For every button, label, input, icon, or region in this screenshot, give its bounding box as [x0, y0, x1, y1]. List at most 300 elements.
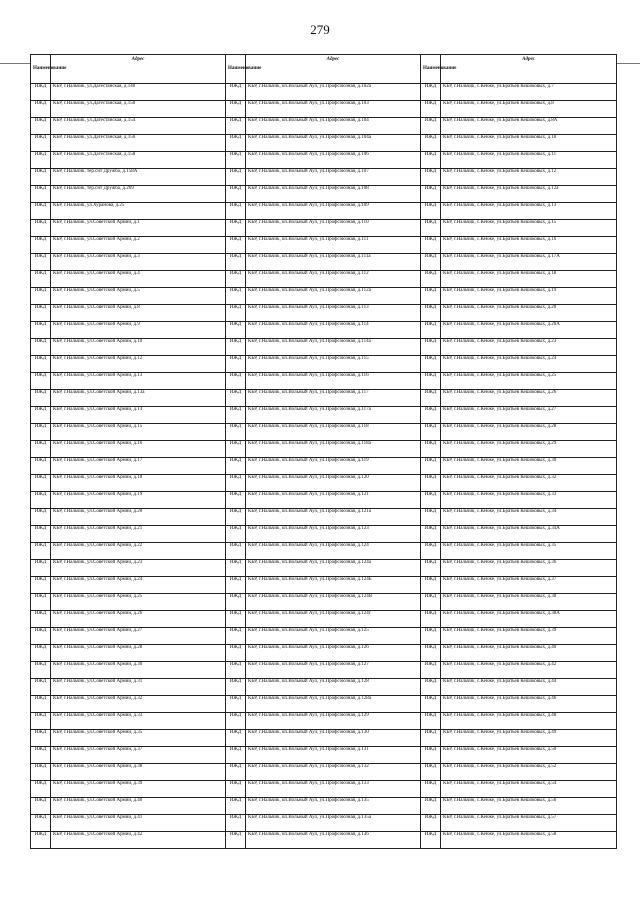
cell-type: ИЖД: [226, 339, 246, 356]
cell-address: КБР, г.Нальчик, кп.Вольный Аул, ул.Профсоюзная, д.109: [246, 203, 421, 220]
cell-address: КБР, г.Нальчик, с.Кенже, ул.Братьев Кешоковых, д.26: [441, 390, 617, 407]
cell-address: КБР, г.Нальчик, ул.Советской Армии, д.5: [51, 288, 226, 305]
cell-type: ИЖД: [31, 543, 51, 560]
cell-address: КБР, г.Нальчик, с.Кенже, ул.Братьев Кешоковых, д.30: [441, 458, 617, 475]
cell-type: ИЖД: [31, 322, 51, 339]
table-row: [31, 815, 617, 832]
cell-type: ИЖД: [421, 764, 441, 781]
cell-type: ИЖД: [421, 441, 441, 458]
cell-type: ИЖД: [421, 288, 441, 305]
cell-type: ИЖД: [31, 407, 51, 424]
cell-type: ИЖД: [226, 509, 246, 526]
cell-address: КБР, г.Нальчик, ул.Советской Армии, д.4: [51, 271, 226, 288]
cell-address: КБР, г.Нальчик, ул.Советской Армии, д.32: [51, 696, 226, 713]
cell-type: ИЖД: [421, 730, 441, 747]
cell-address: КБР, г.Нальчик, с.Кенже, ул.Братьев Кешоковых, д.12а: [441, 186, 617, 203]
cell-address: КБР, г.Нальчик, с.Кенже, ул.Братьев Кешоковых, д.54: [441, 781, 617, 798]
cell-type: ИЖД: [421, 135, 441, 152]
cell-address: КБР, г.Нальчик, ул.Хуранова, д.25: [51, 203, 226, 220]
cell-type: ИЖД: [226, 356, 246, 373]
cell-address: КБР, г.Нальчик, с.Кенже, ул.Братьев Кешоковых, д.20: [441, 305, 617, 322]
cell-address: КБР, г.Нальчик, с.Кенже, ул.Братьев Кешоковых, д.15: [441, 220, 617, 237]
cell-address: КБР, г.Нальчик, ул.Советской Армии, д.2: [51, 237, 226, 254]
cell-address: КБР, г.Нальчик, ул.Советской Армии, д.3: [51, 254, 226, 271]
cell-type: ИЖД: [31, 764, 51, 781]
cell-address: КБР, г.Нальчик, кп.Вольный Аул, ул.Профсоюзная, д.108: [246, 186, 421, 203]
table-row: [31, 611, 617, 628]
cell-address: КБР, г.Нальчик, кп.Вольный Аул, ул.Профсоюзная, д.132: [246, 764, 421, 781]
cell-type: ИЖД: [31, 101, 51, 118]
cell-address: КБР, г.Нальчик, кп.Вольный Аул, ул.Профсоюзная, д.127: [246, 662, 421, 679]
cell-type: ИЖД: [226, 815, 246, 832]
cell-type: ИЖД: [31, 696, 51, 713]
cell-type: ИЖД: [226, 747, 246, 764]
cell-address: КБР, г.Нальчик, кп.Вольный Аул, ул.Профсоюзная, д.116: [246, 373, 421, 390]
header-type-2: Наименование: [226, 55, 246, 84]
cell-address: КБР, г.Нальчик, с.Кенже, ул.Братьев Кешоковых, д.20А: [441, 322, 617, 339]
cell-address: КБР, г.Нальчик, ул.Советской Армии, д.9: [51, 322, 226, 339]
cell-type: ИЖД: [421, 390, 441, 407]
cell-address: КБР, г.Нальчик, ул.Советской Армии, д.14: [51, 407, 226, 424]
table-row: [31, 441, 617, 458]
cell-address: КБР, г.Нальчик, ул.Советской Армии, д.15: [51, 424, 226, 441]
cell-address: КБР, г.Нальчик, с.Кенже, ул.Братьев Кешоковых, д.57: [441, 815, 617, 832]
cell-type: ИЖД: [226, 390, 246, 407]
scan-artifact-left: [0, 63, 30, 64]
cell-address: КБР, г.Нальчик, ул.Советской Армии, д.23: [51, 560, 226, 577]
cell-type: ИЖД: [421, 696, 441, 713]
cell-type: ИЖД: [226, 628, 246, 645]
cell-type: ИЖД: [421, 118, 441, 135]
address-table: [30, 54, 617, 849]
table-row: [31, 492, 617, 509]
cell-address: КБР, г.Нальчик, с.Кенже, ул.Братьев Кешоковых, д.40: [441, 645, 617, 662]
cell-address: КБР, г.Нальчик, кп.Вольный Аул, ул.Профсоюзная, д.125: [246, 628, 421, 645]
cell-type: ИЖД: [421, 271, 441, 288]
cell-type: ИЖД: [421, 424, 441, 441]
cell-address: КБР, г.Нальчик, с.Кенже, ул.Братьев Кешоковых, д.42: [441, 662, 617, 679]
table-row: [31, 237, 617, 254]
table-row: [31, 594, 617, 611]
cell-type: ИЖД: [31, 169, 51, 186]
cell-address: КБР, г.Нальчик, с.Кенже, ул.Братьев Кешоковых, д.27: [441, 407, 617, 424]
cell-type: ИЖД: [226, 271, 246, 288]
cell-address: КБР, г.Нальчик, кп.Вольный Аул, ул.Профсоюзная, д.121а: [246, 509, 421, 526]
cell-type: ИЖД: [226, 611, 246, 628]
cell-type: ИЖД: [226, 203, 246, 220]
cell-type: ИЖД: [421, 373, 441, 390]
cell-type: ИЖД: [31, 288, 51, 305]
cell-type: ИЖД: [421, 781, 441, 798]
table-row: [31, 713, 617, 730]
cell-type: ИЖД: [31, 305, 51, 322]
table-row: [31, 509, 617, 526]
cell-type: ИЖД: [226, 118, 246, 135]
cell-type: ИЖД: [421, 543, 441, 560]
cell-type: ИЖД: [421, 254, 441, 271]
cell-address: КБР, г.Нальчик, с.Кенже, ул.Братьев Кешоковых, д.28: [441, 424, 617, 441]
cell-type: ИЖД: [421, 747, 441, 764]
cell-address: КБР, г.Нальчик, кп.Вольный Аул, ул.Профсоюзная, д.106: [246, 152, 421, 169]
cell-type: ИЖД: [31, 747, 51, 764]
header-type-1: Наименование: [31, 55, 51, 84]
cell-address: КБР, г.Нальчик, ул.Советской Армии, д.28: [51, 645, 226, 662]
cell-address: КБР, г.Нальчик, кп.Вольный Аул, ул.Профсоюзная, д.136: [246, 832, 421, 849]
cell-address: КБР, г.Нальчик, кп.Вольный Аул, ул.Профсоюзная, д.118: [246, 424, 421, 441]
cell-address: КБР, г.Нальчик, ул.Советской Армии, д.37: [51, 747, 226, 764]
cell-address: КБР, г.Нальчик, кп.Вольный Аул, ул.Профсоюзная, д.111: [246, 237, 421, 254]
cell-address: КБР, г.Нальчик, с.Кенже, ул.Братьев Кешоковых, д.32: [441, 475, 617, 492]
cell-type: ИЖД: [226, 475, 246, 492]
cell-type: ИЖД: [31, 679, 51, 696]
cell-address: КБР, г.Нальчик, с.Кенже, ул.Братьев Кешоковых, д.38: [441, 594, 617, 611]
cell-type: ИЖД: [226, 441, 246, 458]
cell-type: ИЖД: [226, 781, 246, 798]
cell-address: КБР, г.Нальчик, с.Кенже, ул.Братьев Кешоковых, д.25: [441, 373, 617, 390]
cell-type: ИЖД: [421, 662, 441, 679]
table-row: [31, 730, 617, 747]
cell-address: КБР, г.Нальчик, кп.Вольный Аул, ул.Профсоюзная, д.133: [246, 781, 421, 798]
cell-address: КБР, г.Нальчик, кп.Вольный Аул, ул.Профсоюзная, д.114а: [246, 339, 421, 356]
table-row: [31, 254, 617, 271]
cell-type: ИЖД: [31, 560, 51, 577]
header-address-2: Адрес: [246, 55, 421, 84]
cell-type: ИЖД: [226, 84, 246, 101]
cell-type: ИЖД: [226, 152, 246, 169]
cell-type: ИЖД: [31, 509, 51, 526]
cell-address: КБР, г.Нальчик, с.Кенже, ул.Братьев Кешоковых, д.33: [441, 492, 617, 509]
cell-type: ИЖД: [31, 390, 51, 407]
cell-type: ИЖД: [226, 577, 246, 594]
cell-type: ИЖД: [226, 492, 246, 509]
table-row: [31, 322, 617, 339]
cell-address: КБР, г.Нальчик, ул.Советской Армии, д.17: [51, 458, 226, 475]
cell-type: ИЖД: [31, 798, 51, 815]
table-body: [31, 84, 617, 849]
cell-type: ИЖД: [31, 441, 51, 458]
cell-type: ИЖД: [31, 492, 51, 509]
cell-type: ИЖД: [31, 203, 51, 220]
cell-type: ИЖД: [421, 594, 441, 611]
cell-type: ИЖД: [31, 152, 51, 169]
cell-address: КБР, г.Нальчик, с.Кенже, ул.Братьев Кешоковых, д.34А: [441, 526, 617, 543]
cell-type: ИЖД: [226, 322, 246, 339]
cell-address: КБР, г.Нальчик, с.Кенже, ул.Братьев Кешоковых, д.49: [441, 730, 617, 747]
cell-address: КБР, г.Нальчик, с.Кенже, ул.Братьев Кешоковых, д.36: [441, 560, 617, 577]
cell-type: ИЖД: [421, 84, 441, 101]
table-row: [31, 645, 617, 662]
cell-address: КБР, г.Нальчик, кп.Вольный Аул, ул.Профсоюзная, д.124а: [246, 560, 421, 577]
cell-type: ИЖД: [31, 186, 51, 203]
cell-type: ИЖД: [421, 356, 441, 373]
cell-address: КБР, г.Нальчик, ул.Советской Армии, д.22: [51, 543, 226, 560]
table-row: [31, 84, 617, 101]
table-row: [31, 203, 617, 220]
cell-address: КБР, г.Нальчик, с.Кенже, ул.Братьев Кешоковых, д.17А: [441, 254, 617, 271]
cell-type: ИЖД: [31, 84, 51, 101]
cell-type: ИЖД: [421, 305, 441, 322]
cell-address: КБР, г.Нальчик, кп.Вольный Аул, ул.Профсоюзная, д.104а: [246, 135, 421, 152]
table-row: [31, 424, 617, 441]
cell-type: ИЖД: [31, 628, 51, 645]
cell-type: ИЖД: [226, 696, 246, 713]
cell-type: ИЖД: [226, 135, 246, 152]
table-row: [31, 475, 617, 492]
table-row: [31, 118, 617, 135]
cell-address: КБР, г.Нальчик, кп.Вольный Аул, ул.Профсоюзная, д.128а: [246, 696, 421, 713]
table-row: [31, 458, 617, 475]
table-row: [31, 764, 617, 781]
cell-type: ИЖД: [226, 186, 246, 203]
cell-type: ИЖД: [31, 458, 51, 475]
cell-type: ИЖД: [226, 594, 246, 611]
cell-type: ИЖД: [421, 475, 441, 492]
cell-type: ИЖД: [31, 526, 51, 543]
cell-address: КБР, г.Нальчик, с.Кенже, ул.Братьев Кешоковых, д.12: [441, 169, 617, 186]
cell-address: КБР, г.Нальчик, ул.Советской Армии, д.16: [51, 441, 226, 458]
cell-type: ИЖД: [421, 611, 441, 628]
cell-address: КБР, г.Нальчик, кп.Вольный Аул, ул.Профсоюзная, д.120: [246, 475, 421, 492]
table-row: [31, 526, 617, 543]
cell-address: КБР, г.Нальчик, с.Кенже, ул.Братьев Кешоковых, д.11: [441, 152, 617, 169]
table-row: [31, 798, 617, 815]
cell-address: КБР, г.Нальчик, ул.Советской Армии, д.27: [51, 628, 226, 645]
cell-address: КБР, г.Нальчик, кп.Вольный Аул, ул.Профсоюзная, д.112а: [246, 288, 421, 305]
cell-address: КБР, г.Нальчик, кп.Вольный Аул, ул.Профсоюзная, д.115: [246, 356, 421, 373]
cell-address: КБР, г.Нальчик, ул.Советской Армии, д.21: [51, 526, 226, 543]
table-row: [31, 543, 617, 560]
cell-type: ИЖД: [421, 526, 441, 543]
cell-address: КБР, г.Нальчик, ул.Советской Армии, д.39: [51, 781, 226, 798]
cell-address: КБР, г.Нальчик, ул.Дагестанская, д.158: [51, 152, 226, 169]
table-row: [31, 101, 617, 118]
cell-type: ИЖД: [31, 271, 51, 288]
cell-address: КБР, г.Нальчик, с.Кенже, ул.Братьев Кешоковых, д.35: [441, 543, 617, 560]
cell-address: КБР, г.Нальчик, ул.Советской Армии, д.24: [51, 577, 226, 594]
table-row: [31, 407, 617, 424]
cell-address: КБР, г.Нальчик, ул.Дагестанская, д.156: [51, 135, 226, 152]
cell-type: ИЖД: [226, 764, 246, 781]
cell-address: КБР, г.Нальчик, кп.Вольный Аул, ул.Профсоюзная, д.128: [246, 679, 421, 696]
table-row: [31, 339, 617, 356]
cell-address: КБР, г.Нальчик, кп.Вольный Аул, ул.Профсоюзная, д.123: [246, 526, 421, 543]
table-row: [31, 288, 617, 305]
cell-address: КБР, г.Нальчик, с.Кенже, ул.Братьев Кешоковых, д.24: [441, 356, 617, 373]
cell-type: ИЖД: [31, 237, 51, 254]
cell-type: ИЖД: [421, 237, 441, 254]
cell-type: ИЖД: [421, 577, 441, 594]
table-header-row: [31, 55, 617, 84]
cell-type: ИЖД: [226, 713, 246, 730]
cell-address: КБР, г.Нальчик, кп.Вольный Аул, ул.Профсоюзная, д.107: [246, 169, 421, 186]
cell-type: ИЖД: [226, 305, 246, 322]
cell-address: КБР, г.Нальчик, ул.Советской Армии, д.38: [51, 764, 226, 781]
cell-type: ИЖД: [226, 679, 246, 696]
cell-address: КБР, г.Нальчик, ул.Советской Армии, д.10: [51, 339, 226, 356]
page-number: 279: [310, 22, 330, 37]
cell-type: ИЖД: [31, 254, 51, 271]
cell-address: КБР, г.Нальчик, кп.Вольный Аул, ул.Профсоюзная, д.124г: [246, 611, 421, 628]
cell-type: ИЖД: [421, 186, 441, 203]
table-row: [31, 271, 617, 288]
cell-address: КБР, г.Нальчик, тер.снт Дружба, д.269: [51, 186, 226, 203]
cell-address: КБР, г.Нальчик, кп.Вольный Аул, ул.Профсоюзная, д.113: [246, 305, 421, 322]
table-row: [31, 356, 617, 373]
cell-type: ИЖД: [226, 169, 246, 186]
cell-type: ИЖД: [421, 798, 441, 815]
cell-type: ИЖД: [421, 169, 441, 186]
cell-type: ИЖД: [421, 832, 441, 849]
cell-type: ИЖД: [31, 832, 51, 849]
cell-type: ИЖД: [31, 475, 51, 492]
cell-address: КБР, г.Нальчик, ул.Дагестанская, д.154: [51, 118, 226, 135]
cell-address: КБР, г.Нальчик, с.Кенже, ул.Братьев Кешоковых, д.52: [441, 764, 617, 781]
cell-type: ИЖД: [31, 815, 51, 832]
cell-type: ИЖД: [226, 645, 246, 662]
cell-address: КБР, г.Нальчик, ул.Советской Армии, д.40: [51, 798, 226, 815]
cell-address: КБР, г.Нальчик, ул.Советской Армии, д.41: [51, 815, 226, 832]
table-row: [31, 373, 617, 390]
cell-type: ИЖД: [226, 220, 246, 237]
cell-type: ИЖД: [31, 339, 51, 356]
header-address-1: Адрес: [51, 55, 226, 84]
cell-address: КБР, г.Нальчик, кп.Вольный Аул, ул.Профсоюзная, д.110: [246, 220, 421, 237]
cell-address: КБР, г.Нальчик, кп.Вольный Аул, ул.Профсоюзная, д.102а: [246, 84, 421, 101]
table-row: [31, 186, 617, 203]
cell-address: КБР, г.Нальчик, ул.Советской Армии, д.20: [51, 509, 226, 526]
cell-address: КБР, г.Нальчик, с.Кенже, ул.Братьев Кешоковых, д.38А: [441, 611, 617, 628]
cell-type: ИЖД: [31, 118, 51, 135]
header-address-3: Адрес: [441, 55, 617, 84]
cell-type: ИЖД: [226, 237, 246, 254]
table-row: [31, 152, 617, 169]
cell-address: КБР, г.Нальчик, тер.снт Дружба, д.158А: [51, 169, 226, 186]
cell-address: КБР, г.Нальчик, ул.Советской Армии, д.35: [51, 730, 226, 747]
cell-type: ИЖД: [226, 288, 246, 305]
cell-address: КБР, г.Нальчик, ул.Советской Армии, д.12: [51, 356, 226, 373]
cell-address: КБР, г.Нальчик, кп.Вольный Аул, ул.Профсоюзная, д.117а: [246, 407, 421, 424]
cell-address: КБР, г.Нальчик, ул.Советской Армии, д.31: [51, 679, 226, 696]
table-row: [31, 696, 617, 713]
cell-type: ИЖД: [421, 645, 441, 662]
cell-address: КБР, г.Нальчик, кп.Вольный Аул, ул.Профсоюзная, д.119: [246, 458, 421, 475]
cell-type: ИЖД: [31, 577, 51, 594]
cell-type: ИЖД: [226, 662, 246, 679]
cell-address: КБР, г.Нальчик, ул.Советской Армии, д.8: [51, 305, 226, 322]
cell-type: ИЖД: [226, 832, 246, 849]
cell-address: КБР, г.Нальчик, ул.Советской Армии, д.33: [51, 713, 226, 730]
cell-address: КБР, г.Нальчик, с.Кенже, ул.Братьев Кешоковых, д.37: [441, 577, 617, 594]
cell-type: ИЖД: [421, 713, 441, 730]
cell-type: ИЖД: [31, 594, 51, 611]
cell-address: КБР, г.Нальчик, ул.Советской Армии, д.30: [51, 662, 226, 679]
table-row: [31, 679, 617, 696]
cell-type: ИЖД: [226, 424, 246, 441]
cell-type: ИЖД: [421, 322, 441, 339]
table-row: [31, 560, 617, 577]
cell-type: ИЖД: [226, 543, 246, 560]
cell-address: КБР, г.Нальчик, кп.Вольный Аул, ул.Профсоюзная, д.121: [246, 492, 421, 509]
cell-type: ИЖД: [226, 373, 246, 390]
cell-type: ИЖД: [421, 509, 441, 526]
cell-address: КБР, г.Нальчик, кп.Вольный Аул, ул.Профсоюзная, д.124В: [246, 594, 421, 611]
cell-type: ИЖД: [421, 407, 441, 424]
cell-address: КБР, г.Нальчик, с.Кенже, ул.Братьев Кешоковых, д.10: [441, 135, 617, 152]
cell-address: КБР, г.Нальчик, кп.Вольный Аул, ул.Профсоюзная, д.129: [246, 713, 421, 730]
cell-address: КБР, г.Нальчик, с.Кенже, ул.Братьев Кешоковых, д.50: [441, 747, 617, 764]
table-row: [31, 832, 617, 849]
cell-address: КБР, г.Нальчик, кп.Вольный Аул, ул.Профсоюзная, д.131: [246, 747, 421, 764]
cell-address: КБР, г.Нальчик, с.Кенже, ул.Братьев Кешоковых, д.56: [441, 798, 617, 815]
cell-type: ИЖД: [226, 101, 246, 118]
cell-address: КБР, г.Нальчик, ул.Дагестанская, д.140: [51, 84, 226, 101]
cell-address: КБР, г.Нальчик, ул.Советской Армии, д.13: [51, 373, 226, 390]
cell-type: ИЖД: [226, 254, 246, 271]
cell-type: ИЖД: [31, 135, 51, 152]
table-row: [31, 628, 617, 645]
cell-address: КБР, г.Нальчик, с.Кенже, ул.Братьев Кешоковых, д.16: [441, 237, 617, 254]
cell-address: КБР, г.Нальчик, с.Кенже, ул.Братьев Кешоковых, д.23: [441, 339, 617, 356]
cell-address: КБР, г.Нальчик, ул.Советской Армии, д.19: [51, 492, 226, 509]
header-type-3: Наименование: [421, 55, 441, 84]
cell-address: КБР, г.Нальчик, с.Кенже, ул.Братьев Кешоковых, д.39: [441, 628, 617, 645]
cell-address: КБР, г.Нальчик, кп.Вольный Аул, ул.Профсоюзная, д.117: [246, 390, 421, 407]
cell-address: КБР, г.Нальчик, кп.Вольный Аул, ул.Профсоюзная, д.104: [246, 118, 421, 135]
cell-address: КБР, г.Нальчик, ул.Советской Армии, д.18: [51, 475, 226, 492]
cell-address: КБР, г.Нальчик, с.Кенже, ул.Братьев Кешоковых, д.48: [441, 713, 617, 730]
cell-type: ИЖД: [421, 339, 441, 356]
table-row: [31, 390, 617, 407]
cell-type: ИЖД: [421, 628, 441, 645]
cell-type: ИЖД: [31, 730, 51, 747]
cell-type: ИЖД: [226, 526, 246, 543]
cell-address: КБР, г.Нальчик, кп.Вольный Аул, ул.Профсоюзная, д.111а: [246, 254, 421, 271]
cell-type: ИЖД: [31, 781, 51, 798]
cell-type: ИЖД: [31, 424, 51, 441]
table-row: [31, 577, 617, 594]
cell-address: КБР, г.Нальчик, с.Кенже, ул.Братьев Кешоковых, д.8: [441, 101, 617, 118]
table-row: [31, 747, 617, 764]
cell-address: КБР, г.Нальчик, ул.Советской Армии, д.25: [51, 594, 226, 611]
cell-type: ИЖД: [31, 356, 51, 373]
cell-address: КБР, г.Нальчик, кп.Вольный Аул, ул.Профсоюзная, д.135: [246, 798, 421, 815]
scan-artifact-right: [616, 63, 640, 64]
cell-address: КБР, г.Нальчик, с.Кенже, ул.Братьев Кешоковых, д.29: [441, 441, 617, 458]
cell-address: КБР, г.Нальчик, кп.Вольный Аул, ул.Профсоюзная, д.130: [246, 730, 421, 747]
cell-address: КБР, г.Нальчик, ул.Дагестанская, д.150: [51, 101, 226, 118]
cell-address: КБР, г.Нальчик, кп.Вольный Аул, ул.Профсоюзная, д.126: [246, 645, 421, 662]
cell-address: КБР, г.Нальчик, с.Кенже, ул.Братьев Кешоковых, д.7: [441, 84, 617, 101]
cell-type: ИЖД: [421, 815, 441, 832]
cell-type: ИЖД: [226, 798, 246, 815]
cell-type: ИЖД: [31, 713, 51, 730]
cell-address: КБР, г.Нальчик, с.Кенже, ул.Братьев Кешоковых, д.18: [441, 271, 617, 288]
cell-type: ИЖД: [421, 492, 441, 509]
cell-address: КБР, г.Нальчик, кп.Вольный Аул, ул.Профсоюзная, д.118а: [246, 441, 421, 458]
cell-type: ИЖД: [31, 611, 51, 628]
cell-address: КБР, г.Нальчик, кп.Вольный Аул, ул.Профсоюзная, д.124: [246, 543, 421, 560]
cell-address: КБР, г.Нальчик, кп.Вольный Аул, ул.Профсоюзная, д.103: [246, 101, 421, 118]
cell-type: ИЖД: [226, 730, 246, 747]
cell-address: КБР, г.Нальчик, кп.Вольный Аул, ул.Профсоюзная, д.135а: [246, 815, 421, 832]
cell-address: КБР, г.Нальчик, с.Кенже, ул.Братьев Кешоковых, д.46: [441, 696, 617, 713]
table-row: [31, 169, 617, 186]
cell-type: ИЖД: [421, 679, 441, 696]
cell-address: КБР, г.Нальчик, с.Кенже, ул.Братьев Кешоковых, д.34: [441, 509, 617, 526]
cell-address: КБР, г.Нальчик, кп.Вольный Аул, ул.Профсоюзная, д.112: [246, 271, 421, 288]
cell-type: ИЖД: [31, 662, 51, 679]
table-row: [31, 305, 617, 322]
